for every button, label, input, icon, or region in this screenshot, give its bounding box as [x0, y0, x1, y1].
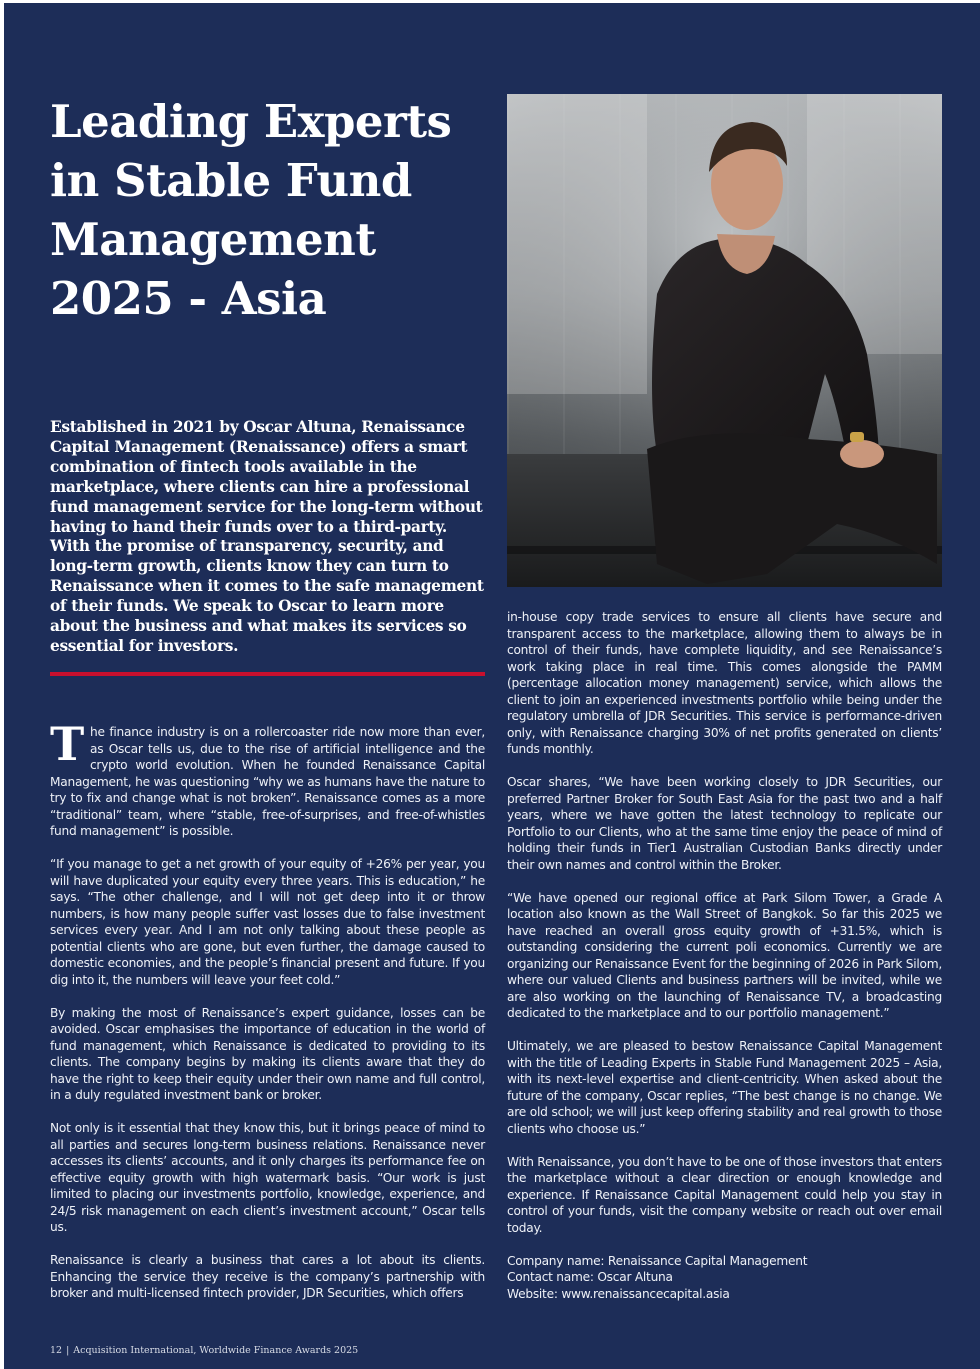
- article-paragraph: Not only is it essential that they know this, but it brings peace of mind to all parties and secures long-term business relations. Renaissance never accesses its clients’ accounts, and it only charges its performance fee on effective equity growth with high watermark basis. “Our work is just limited to placing our investments portfolio, knowledge, experience, and 24/5 risk management on each client’s investment account,” Oscar tells us.: [50, 1121, 485, 1234]
- contact-website[interactable]: Website: www.renaissancecapital.asia: [507, 1286, 730, 1301]
- divider-rule: [50, 672, 485, 676]
- portrait-photo: [507, 94, 942, 587]
- article-column-left: [50, 717, 485, 1318]
- title-line-2: in Stable Fund: [50, 154, 412, 207]
- article-paragraph: By making the most of Renaissance’s expert guidance, losses can be avoided. Oscar emphasises the importance of education in the world of fund management, which Renaissance is dedicated to providing to its clients. The company begins by making its clients aware that they do have the right to keep their equity under their own name and full control, in a duly regulated investment bank or broker.: [50, 1005, 485, 1102]
- article-paragraph: in-house copy trade services to ensure all clients have secure and transparent access to the marketplace, allowing them to always be in control of their funds, have complete liquidity, and see Renaissance’s work taking place in real time. This comes alongside the PAMM (percentage allocation money management) service, which allows the client to join an experienced investments portfolio while being under the regulatory umbrella of JDR Securities. This service is performance-driven only, with Renaissance charging 30% of net profits generated on clients’ funds monthly.: [507, 610, 942, 756]
- intro-standfirst: Established in 2021 by Oscar Altuna, Renaissance Capital Management (Renaissance) offers a smart combination of fintech tools available in the marketplace, where clients can hire a professional fund management service for the long-term without having to hand their funds over to a third-party. With the promise of transparency, security, and long-term growth, clients know they can turn to Renaissance when it comes to the safe management of their funds. We speak to Oscar to learn more about the business and what makes its services so essential for investors.: [50, 418, 484, 655]
- page-footer: [50, 1345, 358, 1356]
- drop-cap: T: [50, 717, 84, 771]
- contact-company: Company name: Renaissance Capital Management: [507, 1253, 808, 1268]
- footer-separator: |: [66, 1345, 70, 1356]
- article-paragraph: Ultimately, we are pleased to bestow Renaissance Capital Management with the title of Leading Experts in Stable Fund Management 2025 – Asia, with its next-level expertise and client-centricity. When asked about the future of the company, Oscar replies, “The best change is no change. We are old school; we will just keep offering stability and real growth to those clients who choose us.”: [507, 1039, 942, 1136]
- article-paragraph: “If you manage to get a net growth of your equity of +26% per year, you will have duplicated your equity every three years. This is education,” he says. “The other challenge, and I will not get deep into it or throw numbers, is how many people suffer vast losses due to false investment services every year. And I am not only talking about these people as potential clients who are gone, but even further, the damage caused to domestic economies, and the people’s financial present and future. If you dig into it, the numbers will leave your feet cold.”: [50, 857, 485, 987]
- article-paragraph: With Renaissance, you don’t have to be one of those investors that enters the marketplace without a clear direction or enough knowledge and experience. If Renaissance Capital Management could help you stay in control of your funds, visit the company website or reach out over email today.: [507, 1154, 942, 1235]
- page-number: 12: [50, 1345, 63, 1356]
- article-paragraph: Renaissance is clearly a business that cares a lot about its clients. Enhancing the service they receive is the company’s partnership with broker and multi-licensed fintech provider, JDR Securities, which offers: [50, 1253, 485, 1300]
- title-line-3: Management: [50, 213, 376, 266]
- contact-name: Contact name: Oscar Altuna: [507, 1270, 673, 1284]
- portrait-illustration: [507, 94, 942, 587]
- title-line-4: 2025 - Asia: [50, 272, 327, 325]
- publication-name: Acquisition International, Worldwide Finance Awards 2025: [73, 1345, 359, 1356]
- article-paragraph: “We have opened our regional office at Park Silom Tower, a Grade A location also known as the Wall Street of Bangkok. So far this 2025 we have reached an overall gross equity growth of +31.5%, which is outstanding considering the current poli economics. Currently we are organizing our Renaissance Event for the beginning of 2026 in Park Silom, where our valued Clients and business partners will be invited, while we are also working on the launching of Renaissance TV, a broadcasting dedicated to the marketplace and to our portfolio management.”: [507, 890, 942, 1020]
- page-title: [50, 92, 490, 328]
- article-paragraph: Oscar shares, “We have been working closely to JDR Securities, our preferred Partner Broker for South East Asia for the past two and a half years, where we have gotten the latest technology to replicate our Portfolio to our Clients, who at the same time enjoy the peace of mind of holding their funds in Tier1 Australian Custodian Banks directly under their own names and control within the Broker.: [507, 775, 942, 872]
- paragraph-text: he finance industry is on a rollercoaster ride now more than ever, as Oscar tells us, due to the rise of artificial intelligence and the crypto world evolution. When he founded Renaissance Capital Management, he was questioning “why we as humans have the nature to try to fix and change what is not broken”. Renaissance comes as a more “traditional” team, where “stable, free-of-surprises, and free-of-whistles fund management” is possible.: [50, 725, 485, 838]
- article-column-right: [507, 609, 942, 1302]
- contact-block: [507, 1253, 942, 1303]
- title-line-1: Leading Experts: [50, 95, 452, 148]
- article-paragraph: [50, 717, 485, 840]
